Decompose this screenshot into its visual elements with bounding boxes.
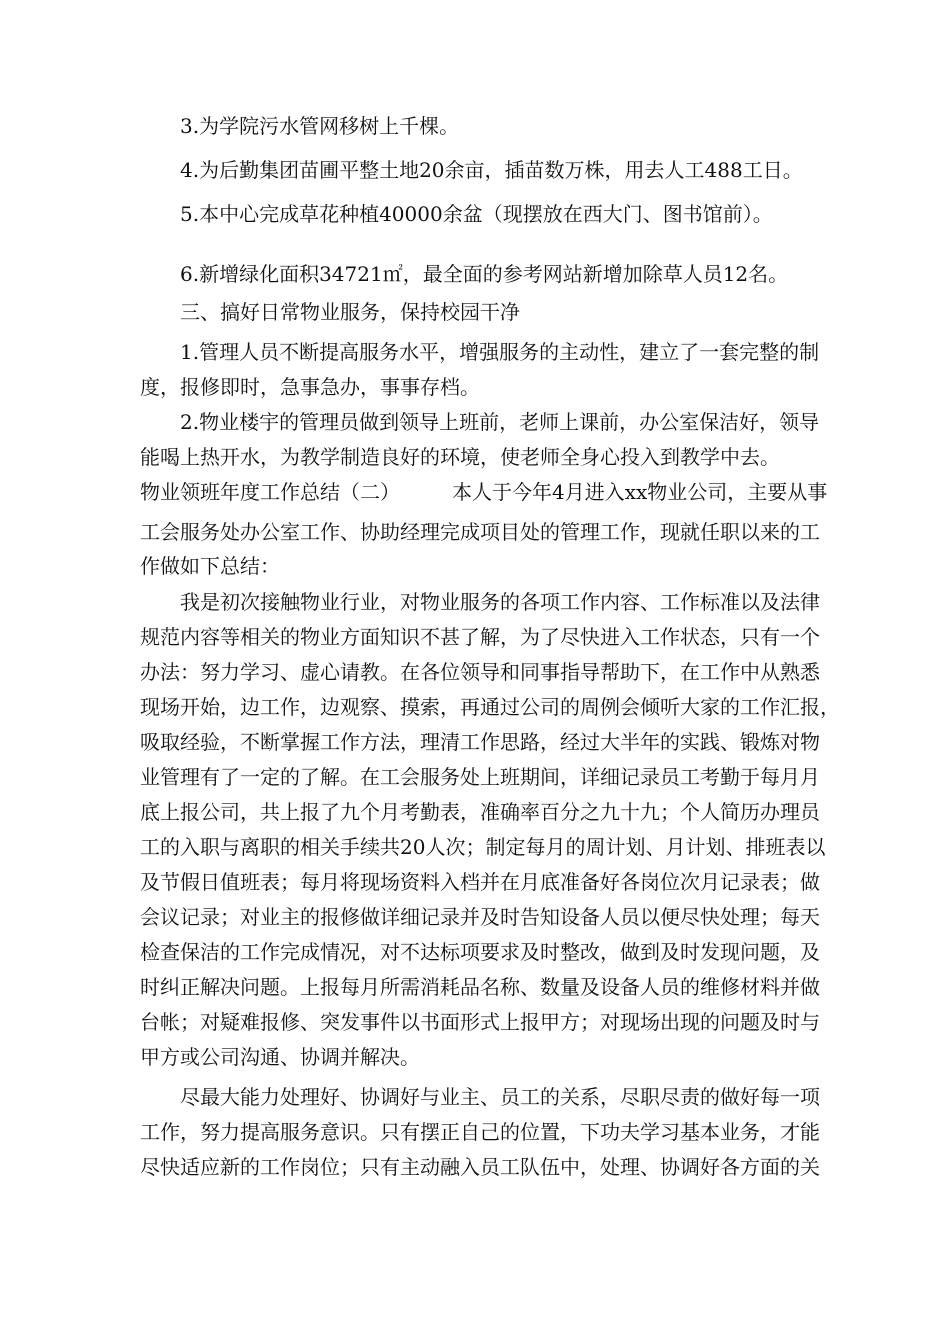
text-line-16: 吸取经验，不断掌握工作方法，理清工作思路，经过大半年的实践、锻炼对物 (140, 730, 820, 754)
text-line-28: 尽快适应新的工作岗位；只有主动融入员工队伍中，处理、协调好各方面的关 (140, 1155, 820, 1179)
text-line-13: 规范内容等相关的物业方面知识不甚了解，为了尽快进入工作状态，只有一个 (140, 625, 820, 649)
text-line-3: 5.本中心完成草花种植40000余盆（现摆放在西大门、图书馆前）。 (180, 202, 773, 226)
intro-sentence: 本人于今年4月进入xx物业公司，主要从事 (452, 480, 828, 504)
text-line-21: 会议记录；对业主的报修做详细记录并及时告知设备人员以便尽快处理；每天 (140, 905, 820, 929)
text-line-6: 度，报修即时，急事急办，事事存档。 (140, 375, 480, 399)
text-line-24: 台帐；对疑难报修、突发事件以书面形式上报甲方；对现场出现的问题及时与 (140, 1010, 820, 1034)
text-line-18: 底上报公司，共上报了九个月考勤表，准确率百分之九十九；个人简历办理员 (140, 800, 820, 824)
text-line-22: 检查保洁的工作完成情况，对不达标项要求及时整改，做到及时发现问题，及 (140, 940, 820, 964)
text-line-1: 3.为学院污水管网移树上千棵。 (180, 114, 460, 138)
text-line-19: 工的入职与离职的相关手续共20人次；制定每月的周计划、月计划、排班表以 (140, 835, 826, 859)
document-subtitle: 物业领班年度工作总结（二） (140, 480, 400, 504)
text-line-11: 作做如下总结： (140, 554, 280, 578)
text-line-9 (140, 478, 827, 506)
section-heading: 三、搞好日常物业服务，保持校园干净 (180, 300, 520, 324)
text-line-15: 现场开始，边工作，边观察、摸索，再通过公司的周例会倾听大家的工作汇报， (140, 695, 840, 719)
text-line-8: 能喝上热开水，为教学制造良好的环境，使老师全身心投入到教学中去。 (140, 445, 780, 469)
text-line-5: 1.管理人员不断提高服务水平，增强服务的主动性，建立了一套完整的制 (180, 340, 820, 364)
text-line-27: 工作，努力提高服务意识。只有摆正自己的位置，下功夫学习基本业务，才能 (140, 1120, 820, 1144)
text-line-26: 尽最大能力处理好、协调好与业主、员工的关系，尽职尽责的做好每一项 (180, 1085, 820, 1109)
text-line-10: 工会服务处办公室工作、协助经理完成项目处的管理工作，现就任职以来的工 (140, 520, 820, 544)
text-line-4: 6.新增绿化面积34721㎡，最全面的参考网站新增加除草人员12名。 (180, 262, 789, 286)
text-line-25: 甲方或公司沟通、协调并解决。 (140, 1045, 420, 1069)
text-line-23: 时纠正解决问题。上报每月所需消耗品名称、数量及设备人员的维修材料并做 (140, 975, 820, 999)
text-line-7: 2.物业楼宇的管理员做到领导上班前，老师上课前，办公室保洁好，领导 (180, 410, 820, 434)
text-line-14: 办法：努力学习、虚心请教。在各位领导和同事指导帮助下，在工作中从熟悉 (140, 660, 820, 684)
text-line-12: 我是初次接触物业行业，对物业服务的各项工作内容、工作标准以及法律 (180, 590, 820, 614)
text-line-17: 业管理有了一定的了解。在工会服务处上班期间，详细记录员工考勤于每月月 (140, 765, 820, 789)
text-line-2: 4.为后勤集团苗圃平整土地20余亩，插苗数万株，用去人工488工日。 (180, 158, 803, 182)
text-line-20: 及节假日值班表；每月将现场资料入档并在月底准备好各岗位次月记录表；做 (140, 870, 820, 894)
